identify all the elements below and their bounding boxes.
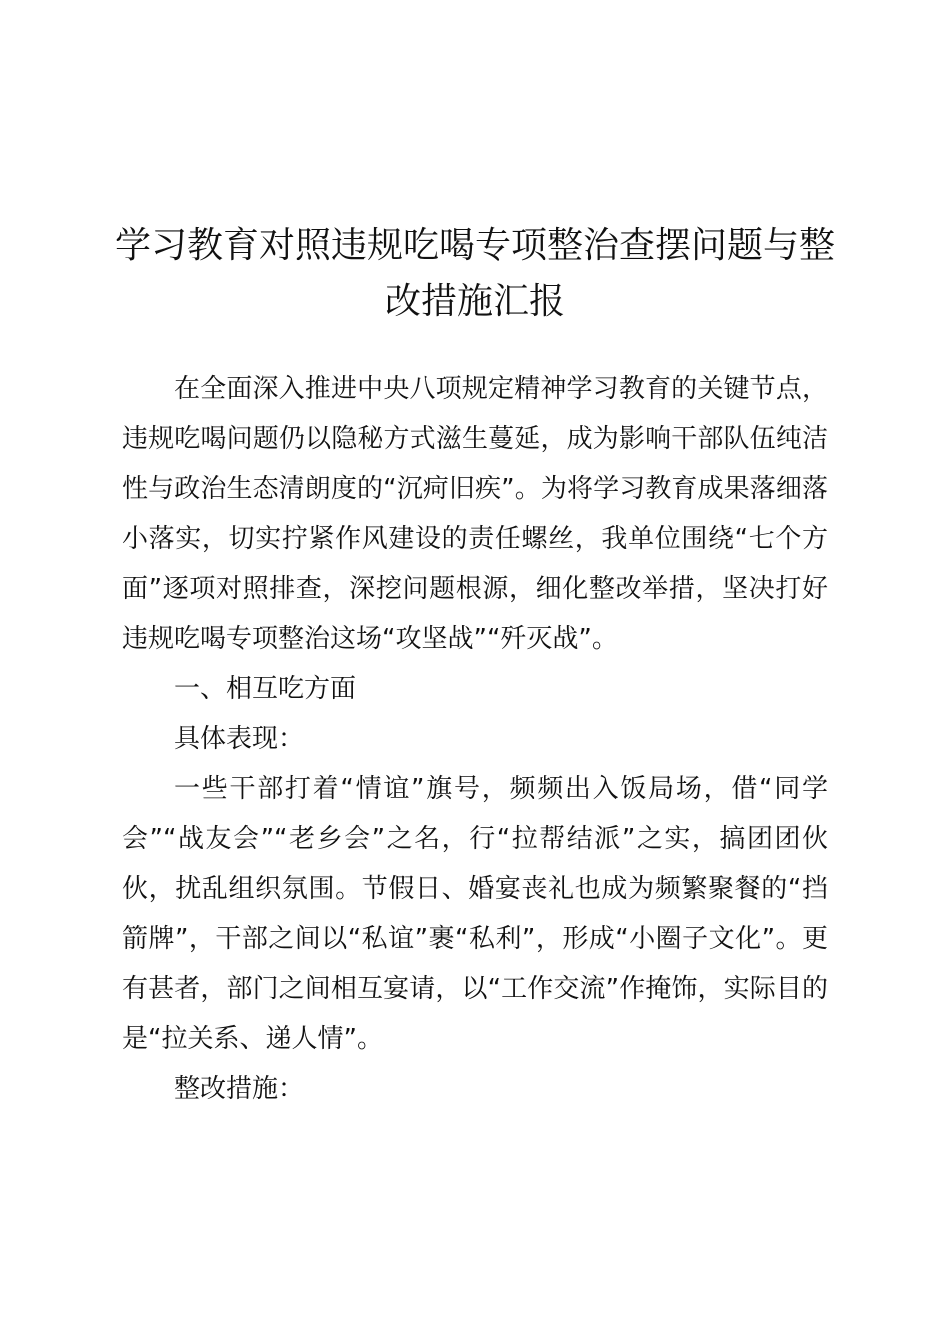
subheading-performance: 具体表现： xyxy=(174,724,305,754)
section-heading: 一、相互吃方面 xyxy=(174,674,357,704)
performance-paragraph: 一些干部打着“情谊”旗号，频频出入饭局场，借“同学会”“战友会”“老乡会”之名，行“拉帮结派”之实，搞团团伙伙，扰乱组织氛围。节假日、婚宴丧礼也成为频繁聚餐的“挡箭牌”，干部之间以“私谊”裹“私利”，形成“小圈子文化”。更有甚者，部门之间相互宴请，以“工作交流”作掩饰，实际目的是“拉关系、递人情”。 xyxy=(122,774,828,1054)
intro-paragraph: 在全面深入推进中央八项规定精神学习教育的关键节点，违规吃喝问题仍以隐秘方式滋生蔓延，成为影响干部队伍纯洁性与政治生态清朗度的“沉疴旧疾”。为将学习教育成果落细落小落实，切实拧紧作风建设的责任螺丝，我单位围绕“七个方面”逐项对照排查，深挖问题根源，细化整改举措，坚决打好违规吃喝专项整治这场“攻坚战”“歼灭战”。 xyxy=(122,374,828,654)
document-body xyxy=(122,364,828,1114)
document-title: 学习教育对照违规吃喝专项整治查摆问题与整改措施汇报 xyxy=(114,225,835,322)
subheading-measures: 整改措施： xyxy=(174,1074,305,1104)
